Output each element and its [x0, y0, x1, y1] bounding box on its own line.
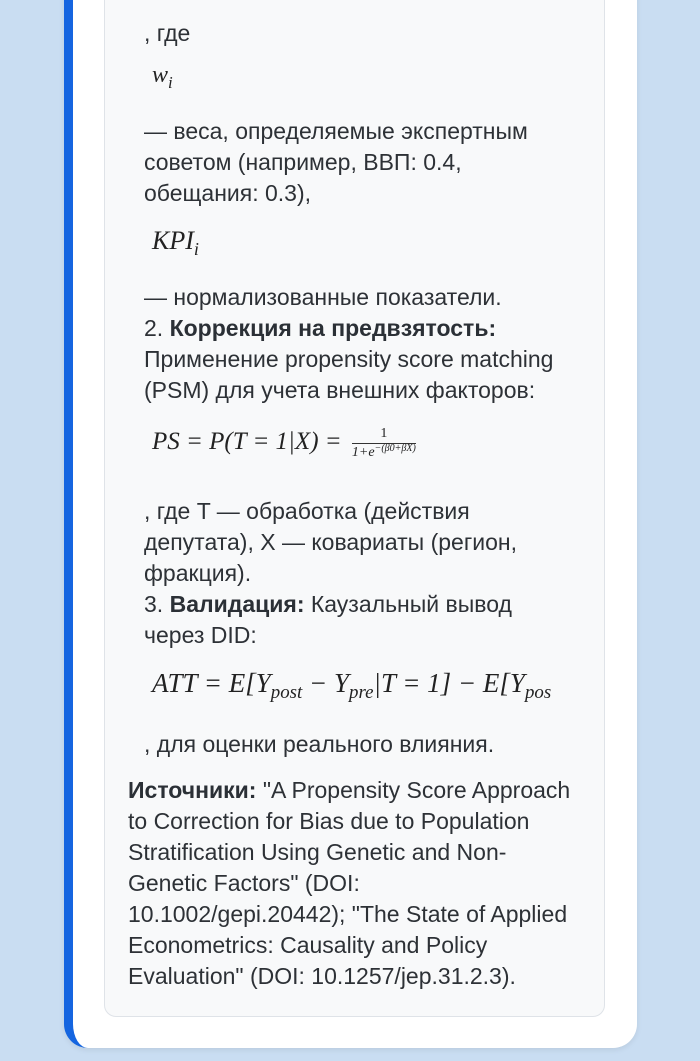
where-treatment-text-3: фракция). — [144, 560, 252, 586]
step-2-heading: 2. Коррекция на предвзятость: — [144, 315, 497, 341]
step-3-text: через DID: — [144, 622, 257, 648]
step-2-text: Применение propensity score matching — [144, 346, 554, 372]
where-treatment-text: , где T — обработка (действия — [144, 498, 470, 524]
weights-text: — веса, определяемые экспертным — [144, 118, 528, 144]
sources-line: to Correction for Bias due to Population — [128, 808, 530, 834]
where-text: , где — [144, 20, 191, 46]
kpi-description: — нормализованные показатели. — [144, 284, 502, 310]
weights-text-3: обещания: 0.3), — [144, 180, 312, 206]
step-2-text-2: (PSM) для учета внешних факторов: — [144, 377, 536, 403]
sources-line: Evaluation" (DOI: 10.1257/jep.31.2.3). — [128, 963, 516, 989]
sources-line: Genetic Factors" (DOI: — [128, 870, 360, 896]
fraction: $\frac{1}{1+e^{-(\beta 0+\beta X)}}$ — [351, 426, 416, 460]
formula-kpi: $KPI_i$ — [152, 226, 199, 259]
formula-wi: $w_i$ — [152, 62, 173, 92]
formula-att: ATT = $E[Y_{post} - Y_{pre}|T = 1] - E[Y_{pos}$ — [152, 668, 552, 703]
sources-line: 10.1002/gepi.20442); "The State of Applied — [128, 901, 568, 927]
weights-text-2: советом (например, ВВП: 0.4, — [144, 149, 462, 175]
step-3-heading: 3. Валидация: Каузальный вывод — [144, 591, 512, 617]
where-treatment-text-2: депутата), X — ковариаты (регион, — [144, 529, 517, 555]
sources-line: Econometrics: Causality and Policy — [128, 932, 488, 958]
sources-line: Stratification Using Genetic and Non- — [128, 839, 507, 865]
sources-line: Источники: "A Propensity Score Approach — [128, 777, 571, 803]
formula-propensity-score: PS = P(T = 1|X) = $\frac{1}{1+e^{-(\beta 0+\beta X)}}$ — [152, 426, 416, 460]
assessment-text: , для оценки реального влияния. — [144, 731, 495, 757]
formula-att-scroll[interactable] — [150, 668, 580, 710]
